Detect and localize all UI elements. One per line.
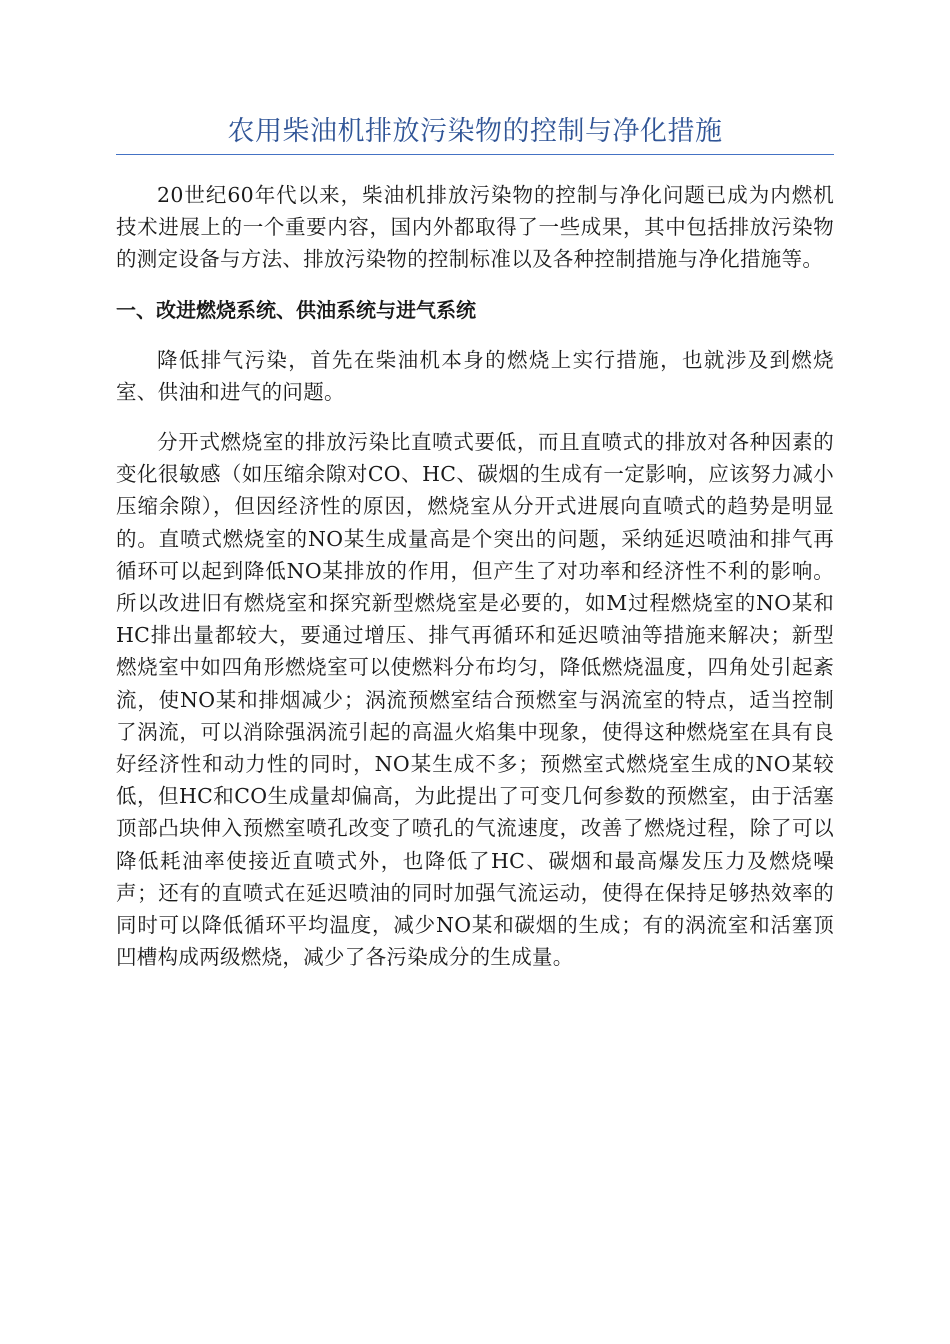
document-page xyxy=(116,112,834,991)
section-1-paragraph-1: 降低排气污染，首先在柴油机本身的燃烧上实行措施，也就涉及到燃烧室、供油和进气的问题。 xyxy=(116,347,834,404)
intro-paragraph: 20世纪60年代以来，柴油机排放污染物的控制与净化问题已成为内燃机技术进展上的一个重要内容，国内外都取得了一些成果，其中包括排放污染物的测定设备与方法、排放污染物的控制标准以及各种控制措施与净化措施等。 xyxy=(116,183,834,272)
section-heading-1: 一、改进燃烧系统、供油系统与进气系统 xyxy=(116,297,476,322)
document-title: 农用柴油机排放污染物的控制与净化措施 xyxy=(227,116,723,147)
title-underline xyxy=(116,154,834,155)
section-1-paragraph-2: 分开式燃烧室的排放污染比直喷式要低，而且直喷式的排放对各种因素的变化很敏感（如压缩余隙对CO、HC、碳烟的生成有一定影响，应该努力减小压缩余隙），但因经济性的原因，燃烧室从分开式进展向直喷式的趋势是明显的。直喷式燃烧室的NO某生成量高是个突出的问题，采纳延迟喷油和排气再循环可以起到降低NO某排放的作用，但产生了对功率和经济性不利的影响。所以改进旧有燃烧室和探究新型燃烧室是必要的，如M过程燃烧室的NO某和HC排出量都较大，要通过增压、排气再循环和延迟喷油等措施来解决；新型燃烧室中如四角形燃烧室可以使燃料分布均匀，降低燃烧温度，四角处引起紊流，使NO某和排烟减少；涡流预燃室结合预燃室与涡流室的特点，适当控制了涡流，可以消除强涡流引起的高温火焰集中现象，使得这种燃烧室在具有良好经济性和动力性的同时，NO某生成不多；预燃室式燃烧室生成的NO某较低，但HC和CO生成量却偏高，为此提出了可变几何参数的预燃室，由于活塞顶部凸块伸入预燃室喷孔改变了喷孔的气流速度，改善了燃烧过程，除了可以降低耗油率使接近直喷式外，也降低了HC、碳烟和最高爆发压力及燃烧噪声；还有的直喷式在延迟喷油的同时加强气流运动，使得在保持足够热效率的同时可以降低循环平均温度，减少NO某和碳烟的生成；有的涡流室和活塞顶凹槽构成两级燃烧，减少了各污染成分的生成量。 xyxy=(116,430,834,970)
